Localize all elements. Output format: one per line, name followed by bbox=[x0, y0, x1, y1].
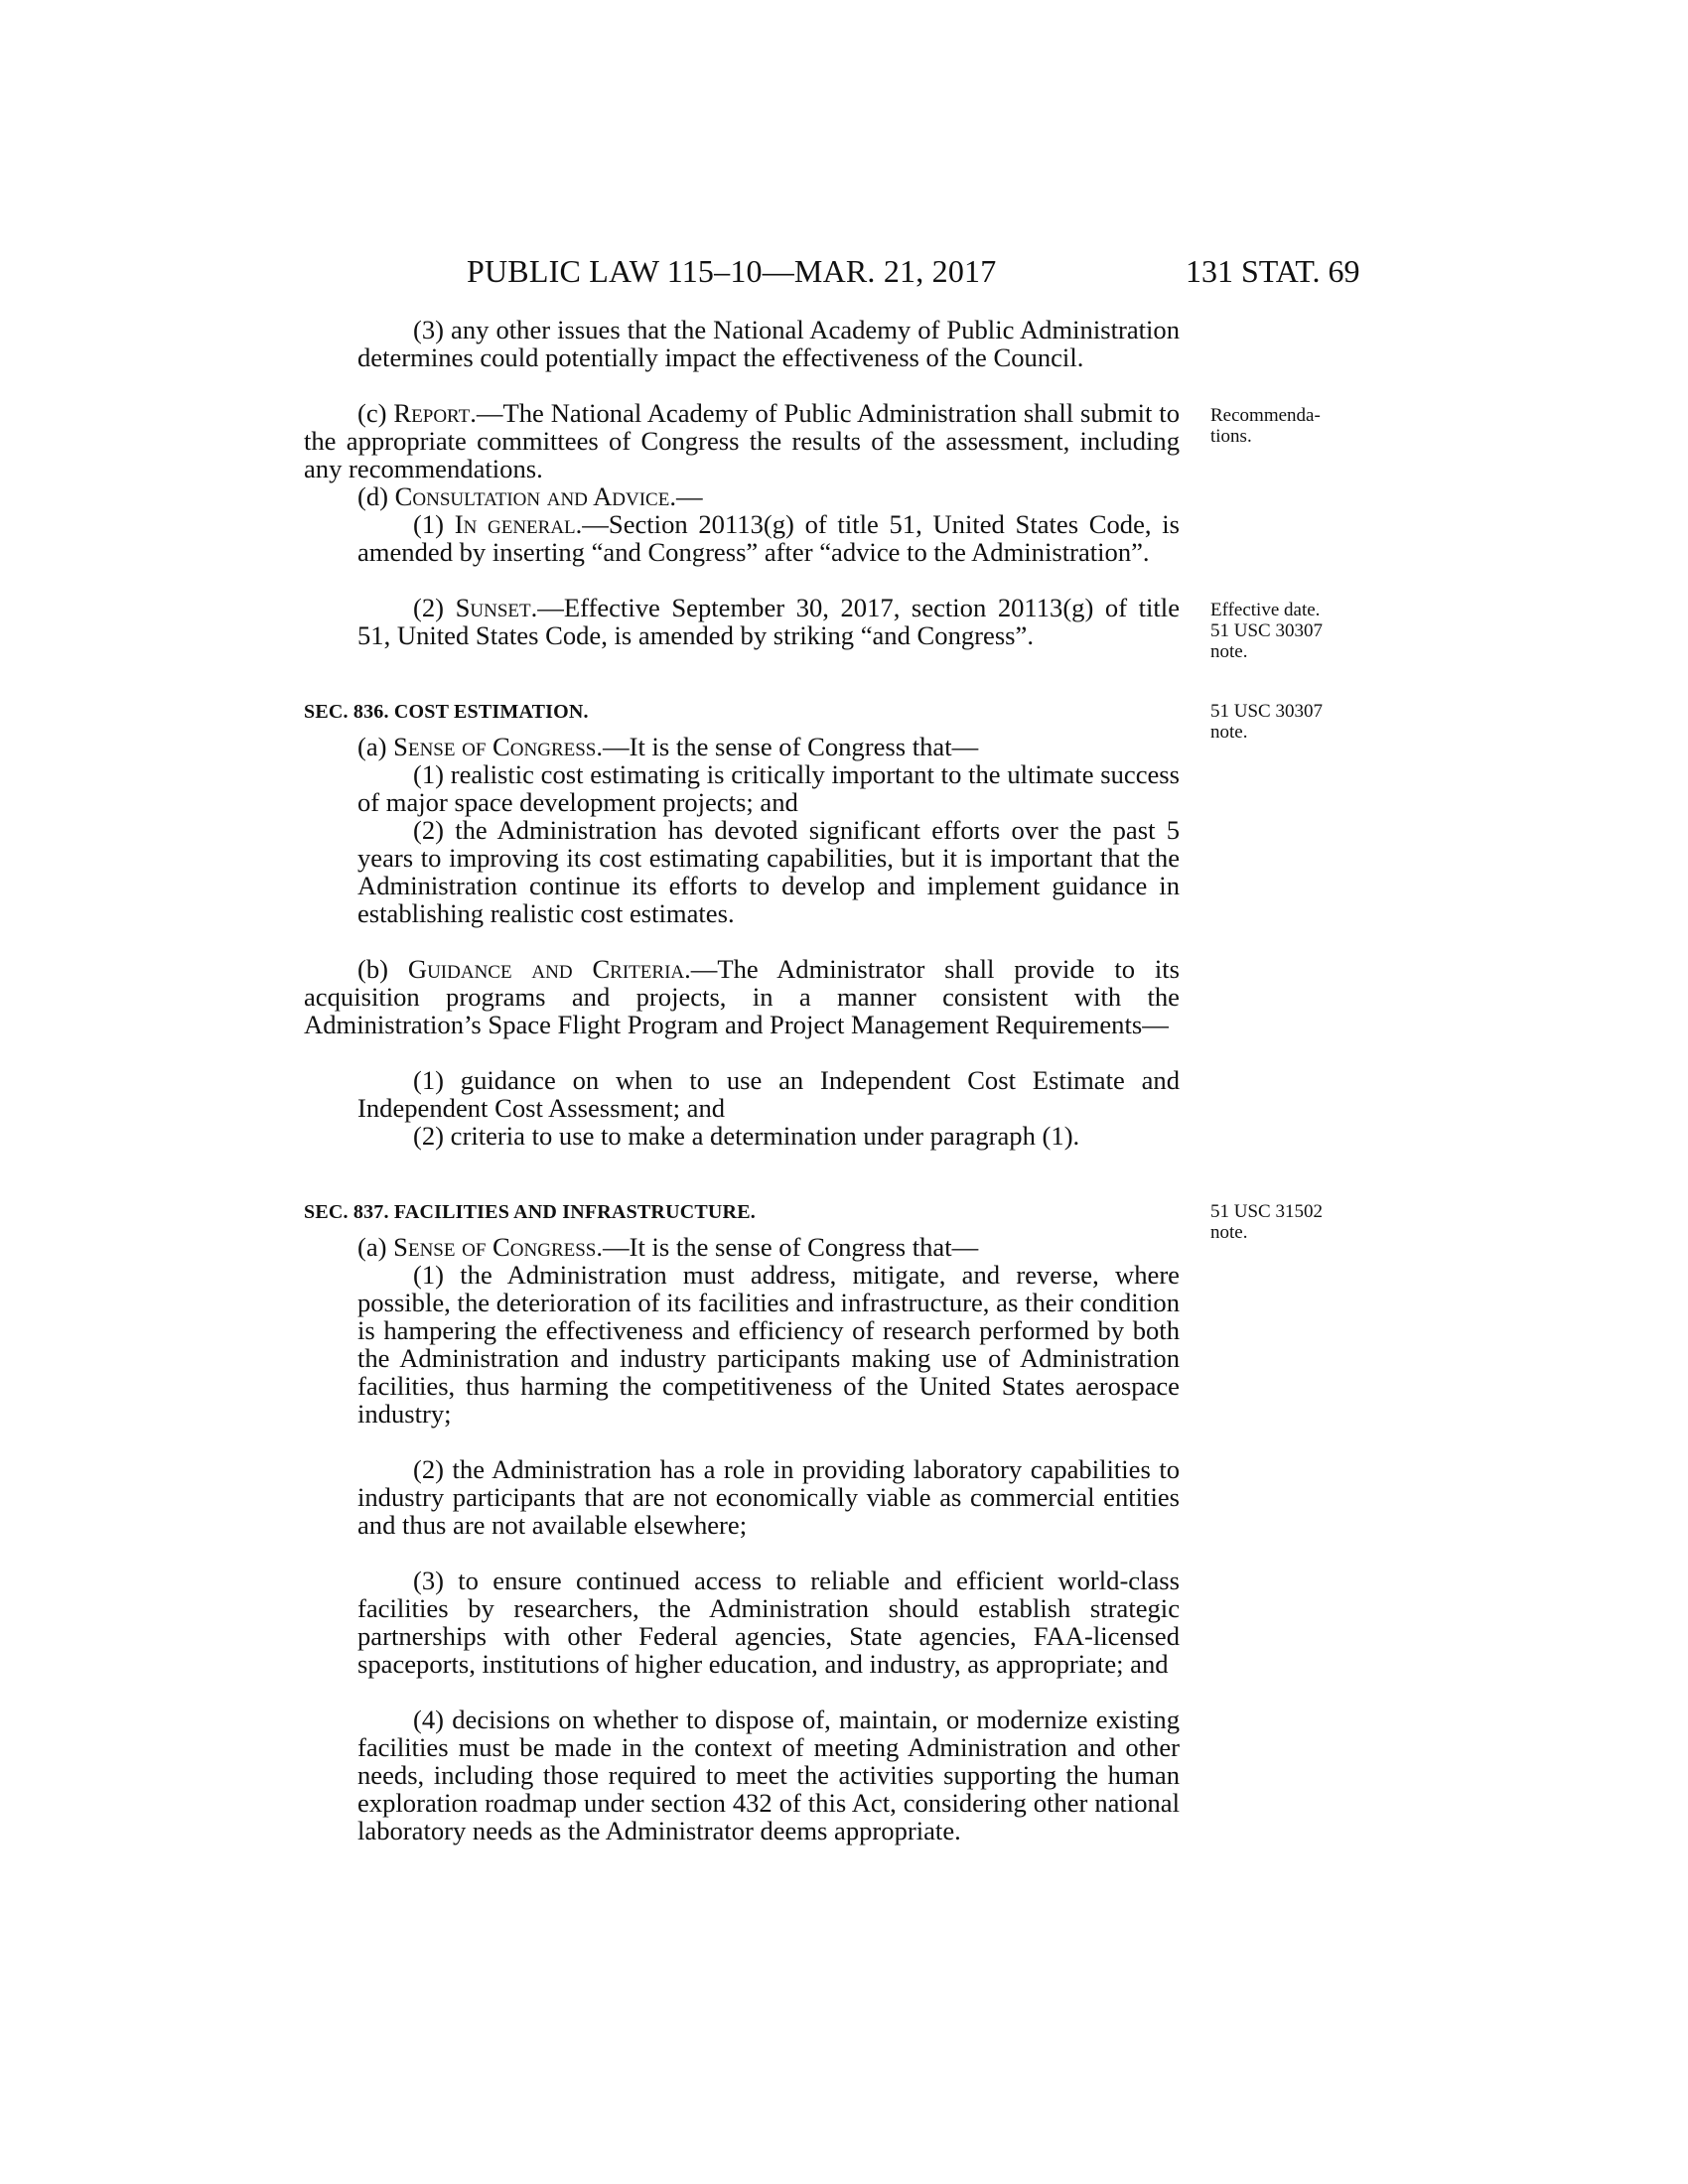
section-837-a1: (1) the Administration must address, mitigate, and reverse, where possible, the deterioration of its facilities and infrastructure, as their condition is hampering the effectiveness and efficiency of research performed by both the Administration and industry participants making use of Administration facilities, thus harming the competitiveness of the United States aerospace industry; bbox=[357, 1260, 1180, 1429]
section-837-a4: (4) decisions on whether to dispose of, maintain, or modernize existing facilities must be made in the context of meeting Administration and other needs, including those required to meet the activities supporting the human exploration roadmap under section 432 of this Act, considering other national laboratory needs as the Administrator deems appropriate. bbox=[357, 1705, 1180, 1845]
heading: Sense of Congress bbox=[393, 1232, 597, 1262]
section-836-b2: (2) criteria to use to make a determination under paragraph (1). bbox=[413, 1121, 1080, 1151]
text: .— bbox=[669, 481, 703, 511]
text: .—Section 20113(g) of title 51, United States Code, is amended by inserting “and Congress” after “advice to the Administration”. bbox=[357, 509, 1180, 567]
page-header-title: PUBLIC LAW 115–10—MAR. 21, 2017 bbox=[467, 253, 997, 289]
label: (a) bbox=[357, 732, 394, 761]
text: .—Effective September 30, 2017, section 20113(g) of title 51, United States Code, is amended by striking “and Congress”. bbox=[357, 593, 1180, 650]
label: (d) bbox=[357, 481, 395, 511]
label: (a) bbox=[357, 1232, 394, 1262]
text: .—It is the sense of Congress that— bbox=[596, 732, 979, 761]
heading: In general bbox=[454, 509, 576, 539]
section-837-a bbox=[304, 1233, 1180, 1261]
label: (c) bbox=[357, 398, 394, 428]
text: .—The Administrator shall provide to its acquisition programs and projects, in a manner consistent with the Administration’s Space Flight Program and Project Management Requirements— bbox=[304, 954, 1180, 1039]
margin-note-usc-30307-a: 51 USC 30307 note. bbox=[1210, 620, 1323, 662]
text: .—It is the sense of Congress that— bbox=[596, 1232, 979, 1262]
section-836-a2: (2) the Administration has devoted significant efforts over the past 5 years to improving its cost estimating capabilities, but it is important that the Administration continue its efforts to develop and implement guidance in establishing realistic cost estimates. bbox=[357, 815, 1180, 928]
heading: Sunset bbox=[455, 593, 531, 622]
section-836-a bbox=[304, 733, 1180, 760]
section-837-a2: (2) the Administration has a role in providing laboratory capabilities to industry participants that are not economically viable as commercial entities and thus are not available elsewhere; bbox=[357, 1454, 1180, 1540]
paragraph-d2-sunset bbox=[357, 594, 1180, 649]
section-836-b1: (1) guidance on when to use an Independent Cost Estimate and Independent Cost Assessment; and bbox=[357, 1065, 1180, 1123]
heading: Sense of Congress bbox=[393, 732, 597, 761]
paragraph-3-any-other-issues: (3) any other issues that the National Academy of Public Administration determines could potentially impact the effectiveness of the Council. bbox=[357, 315, 1180, 372]
heading: Consultation and Advice bbox=[394, 481, 670, 511]
paragraph-c-report bbox=[304, 399, 1180, 482]
margin-note-usc-30307-b: 51 USC 30307 note. bbox=[1210, 701, 1323, 743]
text: .—The National Academy of Public Administration shall submit to the appropriate committees of Congress the results of the assessment, including any recommendations. bbox=[304, 398, 1180, 483]
section-837-heading: SEC. 837. FACILITIES AND INFRASTRUCTURE. bbox=[304, 1201, 756, 1223]
margin-note-usc-31502: 51 USC 31502 note. bbox=[1210, 1201, 1323, 1243]
paragraph-d-consultation bbox=[304, 482, 1180, 510]
margin-note-effective-date: Effective date. bbox=[1210, 600, 1321, 620]
section-836-heading: SEC. 836. COST ESTIMATION. bbox=[304, 701, 589, 723]
section-836-a1: (1) realistic cost estimating is critically important to the ultimate success of major space development projects; and bbox=[357, 759, 1180, 817]
page-header-stat: 131 STAT. 69 bbox=[1186, 253, 1360, 289]
label: (2) bbox=[413, 593, 456, 622]
label: (b) bbox=[357, 954, 408, 984]
section-836-b bbox=[304, 955, 1180, 1038]
paragraph-d1-in-general bbox=[357, 510, 1180, 566]
label: (1) bbox=[413, 509, 455, 539]
heading: Guidance and Criteria bbox=[407, 954, 685, 984]
section-837-a3: (3) to ensure continued access to reliable and efficient world-class facilities by researchers, the Administration should establish strategic partnerships with other Federal agencies, State agencies, FAA-licensed spaceports, institutions of higher education, and industry, as appropriate; and bbox=[357, 1566, 1180, 1679]
heading: Report bbox=[393, 398, 471, 428]
margin-note-recommendations: Recommenda- tions. bbox=[1210, 405, 1321, 447]
